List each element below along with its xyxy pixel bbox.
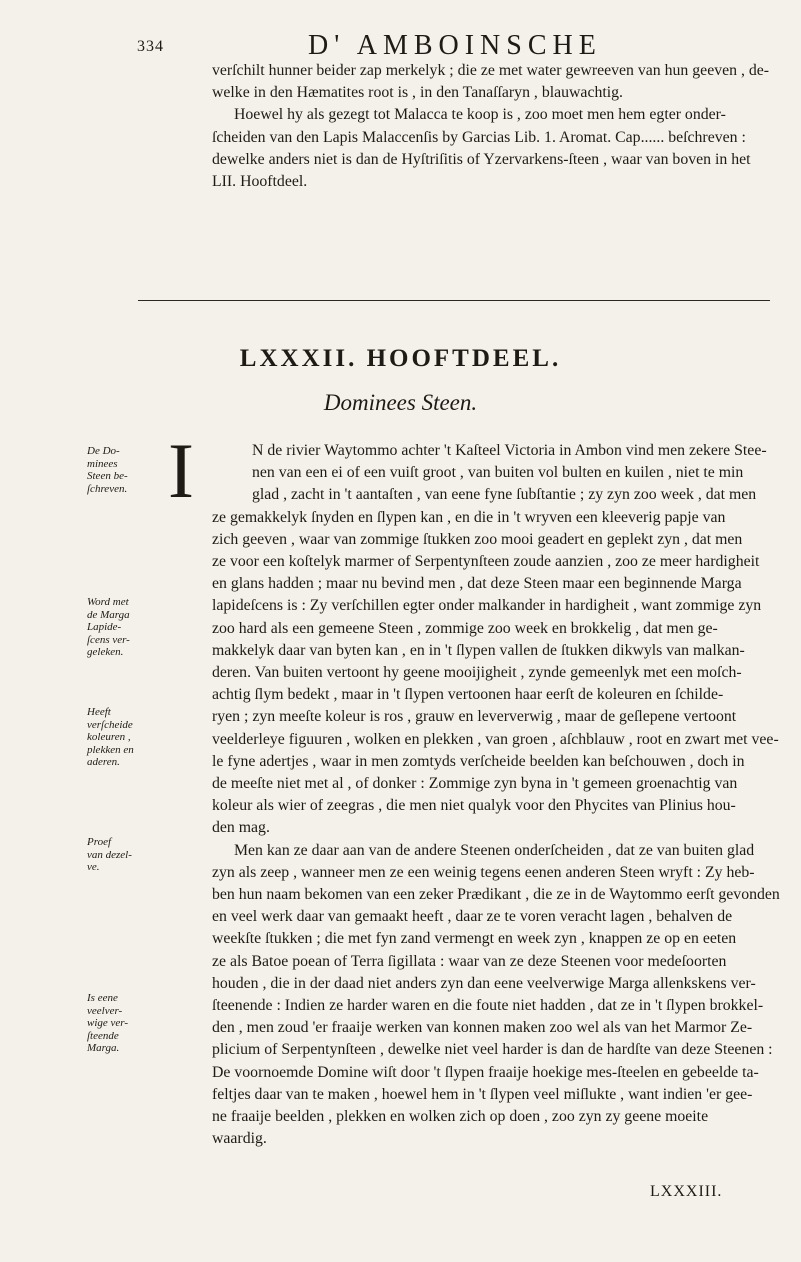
text-line: lapideſcens is : Zy verſchillen egter onder malkander in hardigheit , want zommige zyn — [212, 597, 762, 615]
margin-note-line: De Do- — [87, 445, 120, 457]
margin-note-line: minees — [87, 457, 118, 470]
text-line: LII. Hooftdeel. — [212, 173, 308, 191]
text-line: houden , die in der daad niet anders zyn dan eene veelverwige Marga allenkskens ver- — [212, 974, 756, 992]
text-line: De voornoemde Domine wiſt door 't ſlypen fraaije hoekige mes-ſteelen en gebeelde ta- — [212, 1063, 759, 1081]
text-line: en veel werk daar van gemaakt heeft , daar ze te voren veracht lagen , behalven de — [212, 908, 733, 926]
margin-note-line: de Marga — [87, 608, 130, 621]
margin-note-line: wige ver- — [87, 1017, 129, 1029]
text-line: zich geeven , waar van zommige ſtukken zoo mooi geadert en geplekt zyn , dat men — [212, 530, 743, 548]
text-line: feltjes daar van te maken , hoewel hem in 't ſlypen veel miſlukte , want indien 'er gee- — [212, 1085, 753, 1103]
text-line: achtig ſlym bedekt , maar in 't ſlypen vertoonen haar eerſt de koleuren en ſchilde- — [212, 686, 724, 704]
text-line: makkelyk daar van byten kan , en in 't ſlypen vallen de ſtukken dikwyls van malkan- — [212, 641, 745, 659]
margin-note-line: Lapide- — [87, 621, 122, 633]
text-line: glad , zacht in 't aantaſten , van eene fyne ſubſtantie ; zy zyn zoo week , dat men — [252, 486, 757, 504]
text-line: de meeſte niet met al , of donker : Zommige zyn byna in 't gemeen groenachtig van — [212, 775, 738, 793]
margin-note-line: Word met — [87, 596, 129, 608]
margin-note-marga — [87, 596, 145, 659]
text-line: en glans hadden ; maar nu bevind men , dat deze Steen maar een beginnende Marga — [212, 575, 742, 593]
text-line: le fyne adertjes , waar in men zomtyds verſcheide beelden kan beſchouwen , doch in — [212, 752, 745, 770]
text-line: Hoewel hy als gezegt tot Malacca te koop is , zoo moet men hem egter onder- — [234, 106, 726, 124]
margin-note-dominees — [87, 445, 145, 495]
running-head: D' AMBOINSCHE — [308, 30, 602, 61]
margin-note-line: verſcheide — [87, 718, 133, 731]
intro-paragraphs — [212, 60, 770, 193]
drop-cap: I — [168, 427, 194, 514]
margin-note-line: Proef — [87, 836, 112, 848]
margin-note-line: Marga. — [87, 1042, 120, 1054]
text-line: zyn als zeep , wanneer men ze een weinig tegens eenen anderen Steen wryft : Zy heb- — [212, 863, 755, 881]
text-line: N de rivier Waytommo achter 't Kaſteel Victoria in Ambon vind men zekere Stee- — [252, 442, 767, 459]
text-line: nen van een ei of een vuiſt groot , van buiten vol bulten en kuilen , niet te min — [252, 464, 744, 482]
text-line: ze voor een koſtelyk marmer of Serpentynſteen zoude aanzien , zoo ze meer hardigheit — [212, 553, 760, 571]
catchword: LXXXIII. — [650, 1183, 723, 1200]
margin-note-line: ve. — [87, 861, 100, 873]
margin-note-line: Steen be- — [87, 470, 128, 482]
text-line: weekſte ſtukken ; die met fyn zand vermengt en week zyn , knappen ze op en eeten — [212, 930, 737, 948]
margin-note-line: koleuren , — [87, 731, 131, 743]
text-line: ſcheiden van den Lapis Malaccenſis by Garcias Lib. 1. Aromat. Cap...... beſchreven : — [212, 128, 746, 146]
margin-note-line: geleken. — [87, 646, 124, 658]
chapter-title: LXXXII. HOOFTDEEL. — [239, 345, 562, 372]
margin-note-line: ſcens ver- — [87, 633, 130, 646]
text-line: zoo hard als een gemeene Steen , zommige zoo week en brokkelig , dat men ge- — [212, 619, 718, 637]
text-line: waardig. — [212, 1130, 267, 1148]
text-line: plicium of Serpentynſteen , dewelke niet veel harder is dan de hardſte van deze Steenen : — [212, 1041, 773, 1059]
text-line: ze gemakkelyk ſnyden en ſlypen kan , en die in 't wryven een kleeverig papje van — [212, 508, 726, 526]
text-line: ryen ; zyn meeſte koleur is ros , grauw en leververwig , maar de geſlepene vertoont — [212, 708, 737, 726]
text-line: den mag. — [212, 819, 270, 837]
text-line: ne fraaije beelden , plekken en wolken zich op doen , zoo zyn zy geene moeite — [212, 1108, 709, 1126]
margin-note-koleuren — [87, 706, 145, 769]
text-line: den , men zoud 'er fraaije werken van konnen maken zoo wel als van het Marmor Ze- — [212, 1019, 753, 1037]
section-divider — [138, 300, 770, 301]
margin-note-line: Is eene — [87, 992, 118, 1004]
text-line: deren. Van buiten vertoont hy geene mooijigheit , zynde gemeenlyk met een moſch- — [212, 664, 742, 682]
text-line: dewelke anders niet is dan de Hyſtriſitis of Yzervarkens-ſteen , waar van boven in het — [212, 150, 751, 168]
chapter-body — [212, 440, 780, 1151]
chapter-subtitle: Dominees Steen. — [323, 390, 478, 415]
margin-note-line: van dezel- — [87, 848, 132, 861]
text-line: ben hun naam bekomen van een zeker Prædikant , die ze in de Waytommo eerſt gevonden — [212, 886, 780, 904]
margin-note-line: ſteende — [87, 1029, 119, 1042]
margin-note-proef — [87, 836, 145, 874]
margin-note-line: veelver- — [87, 1004, 123, 1017]
margin-note-veelverwige — [87, 992, 145, 1055]
text-line: ze als Batoe poean of Terra ſigillata : waar van ze deze Steenen voor medeſoorten — [212, 952, 727, 970]
text-line: verſchilt hunner beider zap merkelyk ; die ze met water gewreeven van hun geeven , de- — [212, 62, 770, 79]
page-number: 334 — [137, 38, 164, 55]
margin-note-line: Heeft — [87, 706, 111, 718]
margin-note-line: ſchreven. — [87, 482, 128, 495]
text-line: welke in den Hæmatites root is , in den Tanaſſaryn , blauwachtig. — [212, 84, 623, 102]
text-line: koleur als wier of zeegras , die men niet qualyk voor den Phycites van Plinius hou- — [212, 797, 736, 815]
margin-note-line: aderen. — [87, 756, 120, 768]
margin-note-line: plekken en — [87, 743, 134, 756]
text-line: ſteenende : Indien ze harder waren en die foute niet hadden , dat ze in 't ſlypen brokkel- — [212, 997, 764, 1015]
text-line: veelderleye figuuren , wolken en plekken , van groen , aſchblauw , root en zwart met vee- — [212, 730, 779, 748]
text-line: Men kan ze daar aan van de andere Steenen onderſcheiden , dat ze van buiten glad — [234, 841, 755, 859]
